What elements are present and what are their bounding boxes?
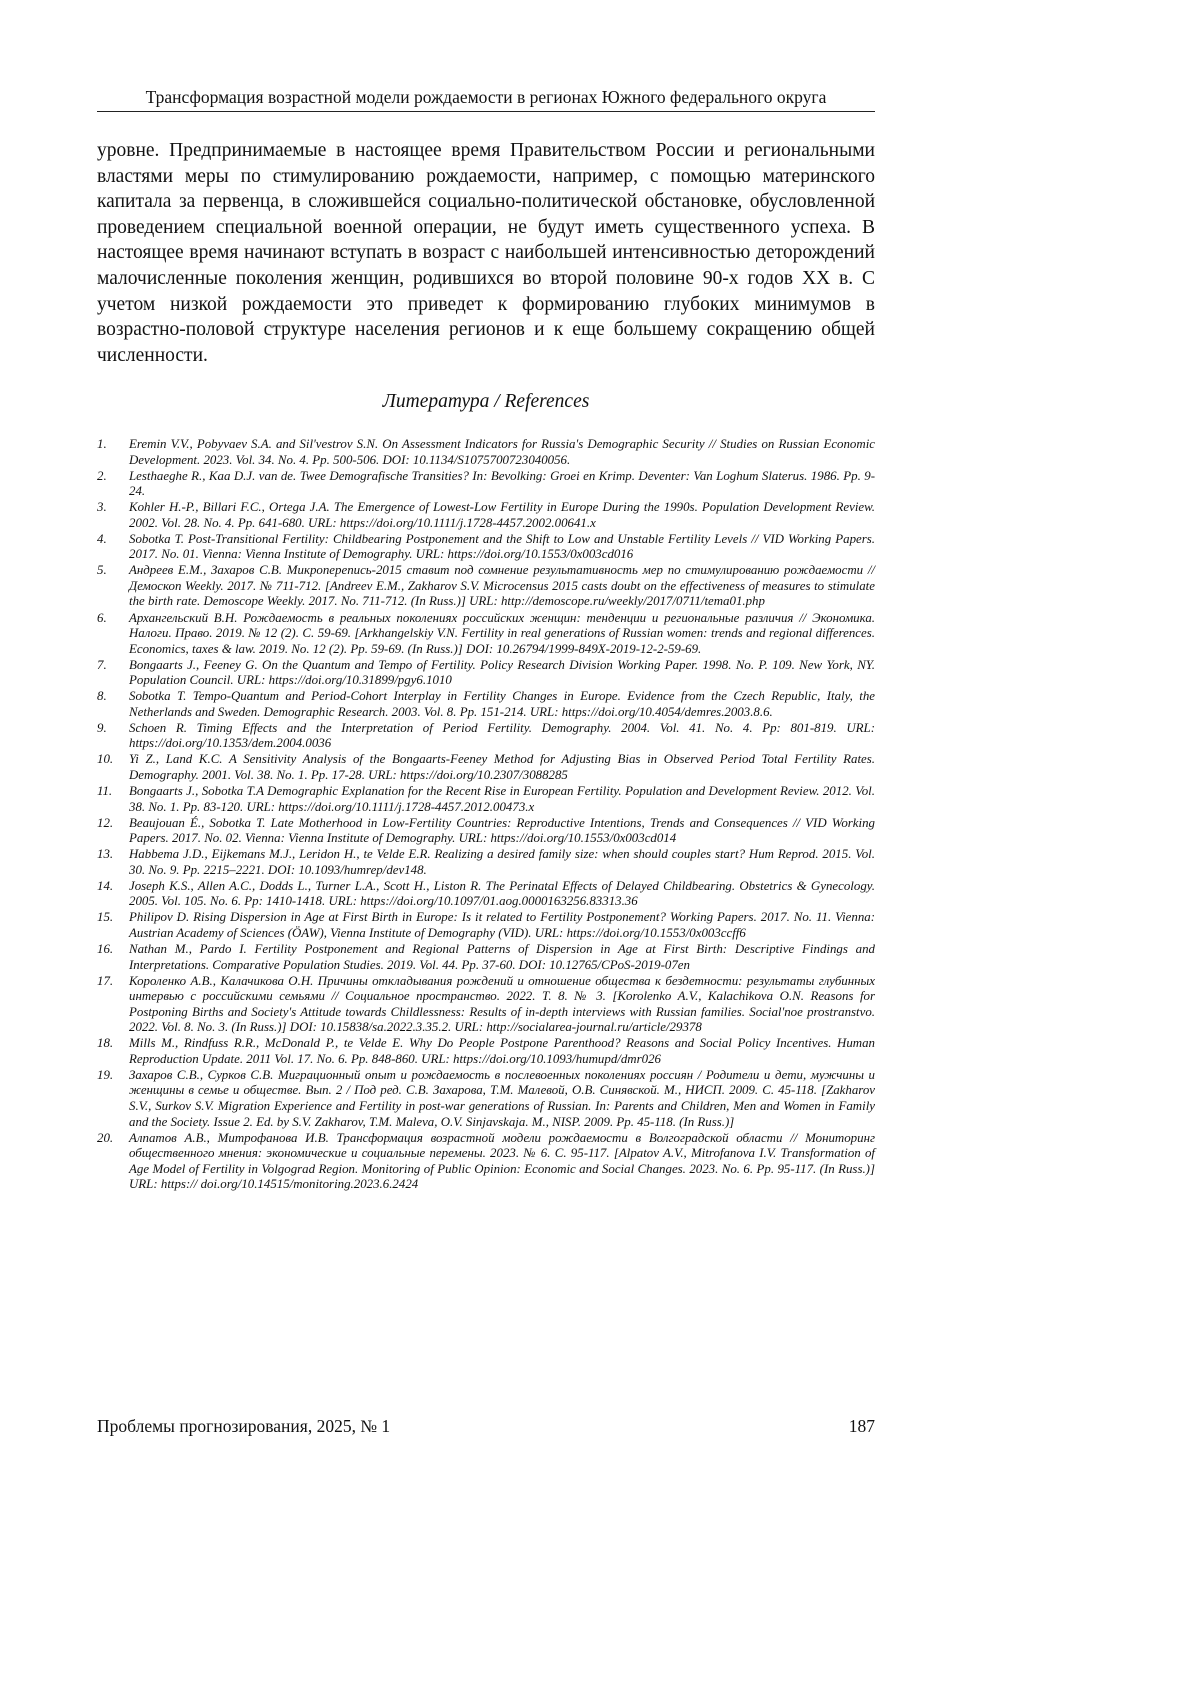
- reference-item: [97, 784, 875, 815]
- reference-item: [97, 816, 875, 847]
- reference-text: Захаров С.В., Сурков С.В. Миграционный опыт и рождаемость в послевоенных поколениях россиян / Родители и дети, мужчины и женщины в семье и обществе. Вып. 2 / Под ред. С.В. Захарова, Т.М. Малевой, О.В. Синявской. М., НИСП. 2009. С. 45-118. [Zakharov S.V., Surkov S.V. Migration Experience and Fertility in post-war generations of Russian. In: Parents and Children, Men and Women in Family and the Society. Issue 2. Ed. by S.V. Zakharov, T.M. Maleva, O.V. Sinjavskaja. M., NISP. 2009. Pp. 45-118. (In Russ.)]: [129, 1067, 875, 1129]
- reference-number: 12.: [97, 815, 114, 830]
- reference-item: [97, 1036, 875, 1067]
- reference-text: Bongaarts J., Sobotka T.A Demographic Explanation for the Recent Rise in European Fertility. Population and Development Review. 2012. Vol. 38. No. 1. Pp. 83-120. URL: https://doi.org/10.1111/j.1728-4457.2012.00473.x: [129, 784, 875, 814]
- reference-number: 13.: [97, 847, 114, 862]
- reference-text: Алпатов А.В., Митрофанова И.В. Трансформация возрастной модели рождаемости в Волгоградской области // Мониторинг общественного мнения: экономические и социальные перемены. 2023. № 6. С. 95-117. [Alpatov A.V., Mitrofanova I.V. Transformation of Age Model of Fertility in Volgograd Region. Monitoring of Public Opinion: Economic and Social Changes. 2023. No. 6. Pp. 95-117. (In Russ.)] URL: https:// doi.org/10.14515/monitoring.2023.6.2424: [129, 1130, 875, 1192]
- reference-text: Sobotka T. Tempo-Quantum and Period-Cohort Interplay in Fertility Changes in Europe. Evidence from the Czech Republic, Italy, the Netherlands and Sweden. Demographic Research. 2003. Vol. 8. Pp. 151-214. URL: https://doi.org/10.4054/demres.2003.8.6.: [129, 689, 875, 719]
- reference-number: 3.: [97, 500, 107, 515]
- reference-item: [97, 658, 875, 689]
- reference-text: Sobotka T. Post-Transitional Fertility: Childbearing Postponement and the Shift to Low and Unstable Fertility Levels // VID Working Papers. 2017. No. 01. Vienna: Vienna Institute of Demography. URL: https://doi.org/10.1553/0x003cd016: [129, 531, 875, 562]
- reference-text: Habbema J.D., Eijkemans M.J., Leridon H., te Velde E.R. Realizing a desired family size: when should couples start? Hum Reprod. 2015. Vol. 30. No. 9. Pp. 2215–2221. DOI: 10.1093/humrep/dev148.: [129, 847, 875, 877]
- reference-item: [97, 689, 875, 720]
- body-paragraph: уровне. Предпринимаемые в настоящее время Правительством России и региональными властями меры по стимулированию рождаемости, например, с помощью материнского капитала за первенца, в сложившейся социально-политической обстановке, обусловленной проведением специальной военной операции, не будут иметь существенного успеха. В настоящее время начинают вступать в возраст с наибольшей интенсивностью деторождений малочисленные поколения женщин, родившихся во второй половине 90-х годов XX в. С учетом низкой рождаемости это приведет к формированию глубоких минимумов в возрастно-половой структуре населения регионов и к еще большему сокращению общей численности.: [97, 140, 875, 366]
- reference-text: Архангельский В.Н. Рождаемость в реальных поколениях российских женщин: тенденции и региональные различия // Экономика. Налоги. Право. 2019. № 12 (2). С. 59-69. [Arkhangelskiy V.N. Fertility in real generations of Russian women: trends and regional differences. Economics, taxes & law. 2019. No. 12 (2). Pp. 59-69. (In Russ.)] DOI: 10.26794/1999-849X-2019-12-2-59-69.: [129, 610, 875, 656]
- page-number: 187: [848, 1416, 875, 1436]
- reference-text: Schoen R. Timing Effects and the Interpretation of Period Fertility. Demography. 2004. Vol. 41. No. 4. Pp: 801-819. URL: https://doi.org/10.1353/dem.2004.0036: [129, 720, 875, 751]
- reference-item: [97, 752, 875, 783]
- reference-item: [97, 942, 875, 973]
- reference-item: [97, 721, 875, 752]
- reference-item: [97, 469, 875, 500]
- reference-text: Mills M., Rindfuss R.R., McDonald P., te Velde E. Why Do People Postpone Parenthood? Reasons and Social Policy Incentives. Human Reproduction Update. 2011 Vol. 17. No. 6. Pp. 848-860. URL: https://doi.org/10.1093/humupd/dmr026: [129, 1036, 875, 1066]
- references-title: Литература / References: [382, 391, 590, 412]
- reference-number: 14.: [97, 878, 114, 893]
- reference-item: [97, 563, 875, 610]
- reference-number: 9.: [97, 720, 107, 735]
- reference-item: [97, 974, 875, 1036]
- reference-number: 20.: [97, 1130, 114, 1145]
- reference-number: 4.: [97, 531, 107, 546]
- reference-number: 6.: [97, 610, 107, 625]
- reference-item: [97, 910, 875, 941]
- reference-number: 17.: [97, 973, 114, 988]
- reference-number: 19.: [97, 1067, 114, 1082]
- reference-number: 8.: [97, 689, 107, 704]
- reference-text: Philipov D. Rising Dispersion in Age at First Birth in Europe: Is it related to Fertility Postponement? Working Papers. 2017. No. 11. Vienna: Austrian Academy of Sciences (ÖAW), Vienna Institute of Demography (VID). URL: https://doi.org/10.1553/0x003ccff6: [129, 910, 875, 940]
- reference-text: Joseph K.S., Allen A.C., Dodds L., Turner L.A., Scott H., Liston R. The Perinatal Effects of Delayed Childbearing. Obstetrics & Gynecology. 2005. Vol. 105. No. 6. Pp: 1410-1418. URL: https://doi.org/10.1097/01.aog.0000163256.83313.36: [129, 878, 875, 909]
- reference-number: 16.: [97, 942, 114, 956]
- reference-number: 2.: [97, 468, 107, 483]
- reference-text: Lesthaeghe R., Kaa D.J. van de. Twee Demografische Transities? In: Bevolking: Groei en Krimp. Deventer: Van Loghum Slaterus. 1986. Pp. 9-24.: [129, 468, 875, 499]
- reference-item: [97, 437, 875, 468]
- reference-number: 11.: [97, 784, 113, 799]
- reference-item: [97, 1131, 875, 1193]
- reference-text: Kohler H.-P., Billari F.C., Ortega J.A. The Emergence of Lowest-Low Fertility in Europe During the 1990s. Population Development Review. 2002. Vol. 28. No. 4. Pp. 641-680. URL: https://doi.org/10.1111/j.1728-4457.2002.00641.x: [129, 500, 875, 530]
- reference-text: Андреев Е.М., Захаров С.В. Микроперепись-2015 ставит под сомнение результативность мер по стимулированию рождаемости // Демоскоп Weekly. 2017. № 711-712. [Andreev E.M., Zakharov S.V. Microcensus 2015 casts doubt on the effectiveness of measures to stimulate the birth rate. Demoscope Weekly. 2017. No. 711-712. (In Russ.)] URL: http://demoscope.ru/weekly/2017/0711/tema01.php: [129, 563, 875, 609]
- reference-item: [97, 500, 875, 531]
- references-list: [97, 437, 875, 1193]
- reference-number: 18.: [97, 1036, 114, 1051]
- reference-text: Короленко А.В., Калачикова О.Н. Причины откладывания рождений и отношение общества к бездетности: результаты глубинных интервью с российскими семьями // Социальное пространство. 2022. Т. 8. № 3. [Korolenko A.V., Kalachikova O.N. Reasons for Postponing Births and Society's Attitude towards Childlessness: Results of in-depth interviews with Russian families. Social'noe prostranstvo. 2022. Vol. 8. No. 3. (In Russ.)] DOI: 10.15838/sa.2022.3.35.2. URL: http://socialarea-journal.ru/article/29378: [129, 973, 875, 1035]
- reference-item: [97, 1068, 875, 1130]
- reference-number: 5.: [97, 563, 107, 578]
- running-header: Трансформация возрастной модели рождаемости в регионах Южного федерального округа: [97, 86, 875, 112]
- reference-item: [97, 879, 875, 910]
- reference-number: 7.: [97, 657, 107, 672]
- reference-text: Beaujouan É., Sobotka T. Late Motherhood in Low-Fertility Countries: Reproductive Intentions, Trends and Consequences // VID Working Papers. 2017. No. 02. Vienna: Vienna Institute of Demography. URL: https://doi.org/10.1553/0x003cd014: [129, 815, 875, 846]
- reference-item: [97, 532, 875, 563]
- reference-number: 15.: [97, 910, 114, 925]
- reference-text: Nathan M., Pardo I. Fertility Postponement and Regional Patterns of Dispersion in Age at First Birth: Descriptive Findings and Interpretations. Comparative Population Studies. 2019. Vol. 44. Pp. 37-60. DOI: 10.12765/CPoS-2019-07en: [129, 942, 875, 972]
- footer-journal: Проблемы прогнозирования, 2025, № 1: [97, 1416, 391, 1436]
- reference-text: Yi Z., Land K.C. A Sensitivity Analysis of the Bongaarts-Feeney Method for Adjusting Bias in Observed Period Total Fertility Rates. Demography. 2001. Vol. 38. No. 1. Pp. 17-28. URL: https://doi.org/10.2307/3088285: [129, 752, 875, 782]
- reference-text: Eremin V.V., Pobyvaev S.A. and Sil'vestrov S.N. On Assessment Indicators for Russia's Demographic Security // Studies on Russian Economic Development. 2023. Vol. 34. No. 4. Pp. 500-506. DOI: 10.1134/S1075700723040056.: [129, 437, 875, 467]
- reference-number: 10.: [97, 752, 114, 767]
- reference-item: [97, 847, 875, 878]
- reference-number: 1.: [97, 437, 107, 451]
- reference-text: Bongaarts J., Feeney G. On the Quantum and Tempo of Fertility. Policy Research Division Working Paper. 1998. No. P. 109. New York, NY. Population Council. URL: https://doi.org/10.31899/pgy6.1010: [129, 657, 875, 688]
- reference-item: [97, 611, 875, 658]
